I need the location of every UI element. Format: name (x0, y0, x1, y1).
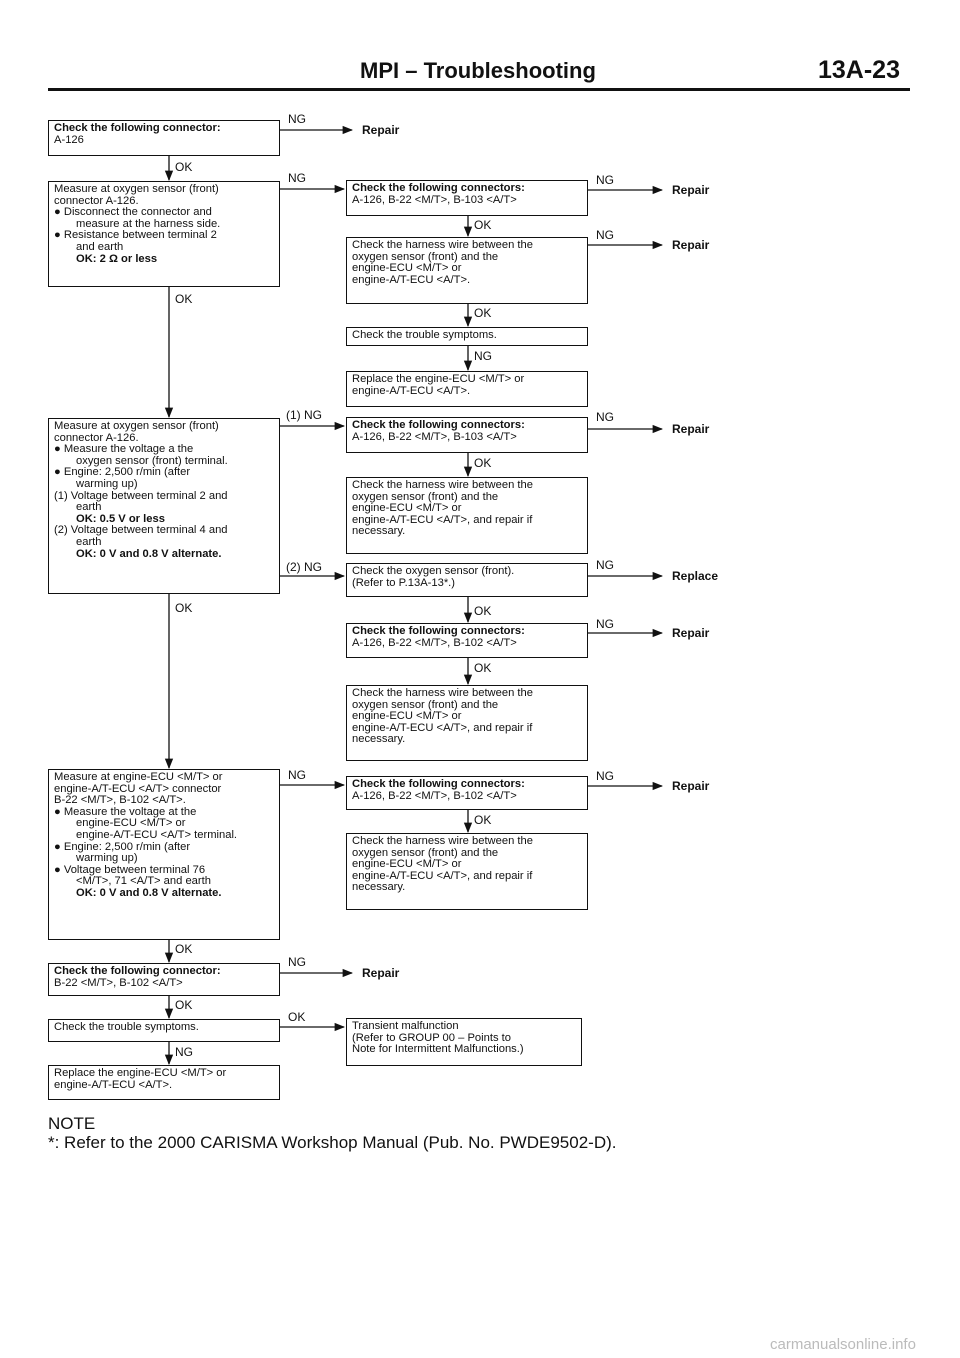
box-line: warming up) (76, 852, 138, 865)
box-line: (Refer to GROUP 00 – Points to (352, 1031, 511, 1044)
box-line: OK: 0 V and 0.8 V alternate. (76, 547, 222, 560)
box-line: Measure at oxygen sensor (front) (54, 420, 219, 432)
ng-label: NG (596, 173, 614, 187)
box-line: necessary. (352, 881, 406, 894)
ok-label: OK (474, 661, 492, 675)
replace-ecu-box-2 (48, 1065, 280, 1100)
box-line: oxygen sensor (front) and the (352, 250, 499, 263)
repair-result: Repair (672, 626, 710, 640)
replace-ecu-box (346, 371, 588, 407)
box-line: necessary. (352, 525, 406, 538)
page-number: 13A-23 (818, 56, 900, 84)
box-line: Measure at oxygen sensor (front) (54, 183, 219, 195)
box-line: (1) Voltage between terminal 2 and (54, 489, 228, 502)
measure-resistance-box (48, 181, 280, 287)
box-line: Measure at engine-ECU <M/T> or (54, 771, 223, 783)
box-line: engine-A/T-ECU <A/T> connector (54, 782, 222, 795)
ok-label: OK (474, 813, 492, 827)
box-line: ● Engine: 2,500 r/min (after (54, 466, 191, 479)
check-oxygen-sensor-box (346, 563, 588, 597)
repair-result: Repair (672, 779, 710, 793)
box-line: ● Disconnect the connector and (54, 206, 212, 219)
box-line: ● Resistance between terminal 2 (54, 229, 217, 242)
check-harness-repair-box-2 (346, 685, 588, 761)
ok-label: OK (175, 998, 193, 1012)
box-line: engine-A/T-ECU <A/T>. (352, 384, 471, 397)
note-title: NOTE (48, 1114, 96, 1133)
ng-label: NG (596, 558, 614, 572)
box-line: Replace the engine-ECU <M/T> or (54, 1067, 227, 1079)
ng-label: NG (596, 410, 614, 424)
box-line: earth (76, 501, 102, 514)
box-line: engine-ECU <M/T> or (352, 710, 462, 723)
box-line: engine-ECU <M/T> or (352, 858, 462, 871)
box-line: measure at the harness side. (76, 217, 221, 230)
check-harness-repair-box-3 (346, 833, 588, 910)
ng-label: NG (288, 112, 306, 126)
ok-label: OK (474, 604, 492, 618)
watermark: carmanualsonline.info (770, 1336, 916, 1353)
box-line: engine-A/T-ECU <A/T>, and repair if (352, 721, 533, 734)
box-line: Check the following connectors: (352, 419, 525, 431)
check-connectors-b102-box-2 (346, 776, 588, 810)
replace-result: Replace (672, 569, 719, 583)
box-line: OK: 0.5 V or less (76, 512, 165, 525)
check-connector-a126-box (48, 120, 280, 156)
repair-result: Repair (672, 422, 710, 436)
box-line: connector A-126. (54, 431, 139, 444)
check-trouble-symptoms-box (346, 327, 588, 346)
box-line: Check the following connectors: (352, 778, 525, 790)
box-line: Check the trouble symptoms. (54, 1021, 199, 1033)
box-line: Check the following connectors: (352, 182, 525, 194)
box-line: necessary. (352, 733, 406, 746)
box-line: Check the following connector: (54, 965, 221, 977)
measure-ecu-voltage-box (48, 769, 280, 940)
box-line: engine-A/T-ECU <A/T>. (54, 1078, 173, 1091)
box-line: engine-A/T-ECU <A/T>, and repair if (352, 869, 533, 882)
box-line: A-126, B-22 <M/T>, B-103 <A/T> (352, 430, 517, 443)
box-line: Transient malfunction (352, 1020, 459, 1032)
box-line: oxygen sensor (front) and the (352, 846, 499, 859)
check-connectors-b102-box (346, 623, 588, 658)
box-line: <M/T>, 71 <A/T> and earth (76, 875, 211, 888)
box-line: engine-ECU <M/T> or (352, 262, 462, 275)
repair-result: Repair (362, 966, 400, 980)
box-line: Replace the engine-ECU <M/T> or (352, 373, 525, 385)
measure-voltage-box (48, 418, 280, 594)
ng-label: NG (596, 228, 614, 242)
box-line: A-126, B-22 <M/T>, B-102 <A/T> (352, 789, 517, 802)
ng-label: NG (288, 955, 306, 969)
box-line: engine-ECU <M/T> or (76, 817, 186, 830)
box-line: engine-ECU <M/T> or (352, 502, 462, 515)
box-line: oxygen sensor (front) and the (352, 698, 499, 711)
box-line: and earth (76, 240, 124, 253)
box-line: engine-A/T-ECU <A/T>, and repair if (352, 513, 533, 526)
ok-label: OK (474, 306, 492, 320)
check-connectors-b103-box-2 (346, 417, 588, 453)
ok-label: OK (474, 218, 492, 232)
box-line: engine-A/T-ECU <A/T>. (352, 273, 471, 286)
ng-label: NG (288, 768, 306, 782)
check-connectors-b103-box (346, 180, 588, 216)
repair-result: Repair (672, 183, 710, 197)
box-line: oxygen sensor (front) and the (352, 490, 499, 503)
box-line: B-22 <M/T>, B-102 <A/T> (54, 976, 183, 989)
check-harness-wire-box (346, 237, 588, 304)
box-line: ● Measure the voltage at the (54, 805, 197, 818)
ng-label: NG (175, 1045, 193, 1059)
box-line: earth (76, 535, 102, 548)
check-trouble-symptoms-box-2 (48, 1019, 280, 1042)
ng-label: NG (596, 617, 614, 631)
ng-label: NG (596, 769, 614, 783)
box-line: Check the oxygen sensor (front). (352, 565, 515, 577)
box-line: ● Voltage between terminal 76 (54, 863, 206, 876)
ng2-label: (2) NG (286, 560, 322, 574)
ng1-label: (1) NG (286, 408, 322, 422)
ok-label: OK (175, 292, 193, 306)
box-line: warming up) (76, 477, 138, 490)
box-line: Check the following connectors: (352, 625, 525, 637)
ok-label: OK (288, 1010, 306, 1024)
transient-malfunction-box (346, 1018, 582, 1066)
check-harness-repair-box (346, 477, 588, 554)
repair-result: Repair (672, 238, 710, 252)
ok-label: OK (175, 160, 193, 174)
box-line: ● Measure the voltage a the (54, 443, 194, 456)
box-line: A-126, B-22 <M/T>, B-102 <A/T> (352, 636, 517, 649)
box-line: engine-A/T-ECU <A/T> terminal. (76, 828, 238, 841)
box-line: OK: 2 Ω or less (76, 252, 158, 265)
box-line: A-126 (54, 133, 84, 146)
box-line: (2) Voltage between terminal 4 and (54, 524, 228, 537)
note-text: *: Refer to the 2000 CARISMA Workshop Manual (Pub. No. PWDE9502-D). (48, 1133, 617, 1152)
ok-label: OK (175, 601, 193, 615)
box-line: OK: 0 V and 0.8 V alternate. (76, 886, 222, 899)
box-line: Check the trouble symptoms. (352, 329, 497, 341)
page-title: MPI – Troubleshooting (360, 58, 596, 83)
box-line: Note for Intermittent Malfunctions.) (352, 1043, 524, 1056)
ng-label: NG (474, 349, 492, 363)
box-line: oxygen sensor (front) terminal. (76, 454, 228, 467)
box-line: Check the harness wire between the (352, 835, 533, 847)
box-line: A-126, B-22 <M/T>, B-103 <A/T> (352, 193, 517, 206)
box-line: Check the harness wire between the (352, 239, 533, 251)
box-line: Check the harness wire between the (352, 479, 533, 491)
box-line: connector A-126. (54, 194, 139, 207)
box-line: B-22 <M/T>, B-102 <A/T>. (54, 794, 186, 807)
repair-result: Repair (362, 123, 400, 137)
box-line: Check the following connector: (54, 122, 221, 134)
check-connector-b22-box (48, 963, 280, 996)
box-line: (Refer to P.13A-13*.) (352, 576, 456, 589)
box-line: ● Engine: 2,500 r/min (after (54, 840, 191, 853)
box-line: Check the harness wire between the (352, 687, 533, 699)
ok-label: OK (175, 942, 193, 956)
ok-label: OK (474, 456, 492, 470)
ng-label: NG (288, 171, 306, 185)
